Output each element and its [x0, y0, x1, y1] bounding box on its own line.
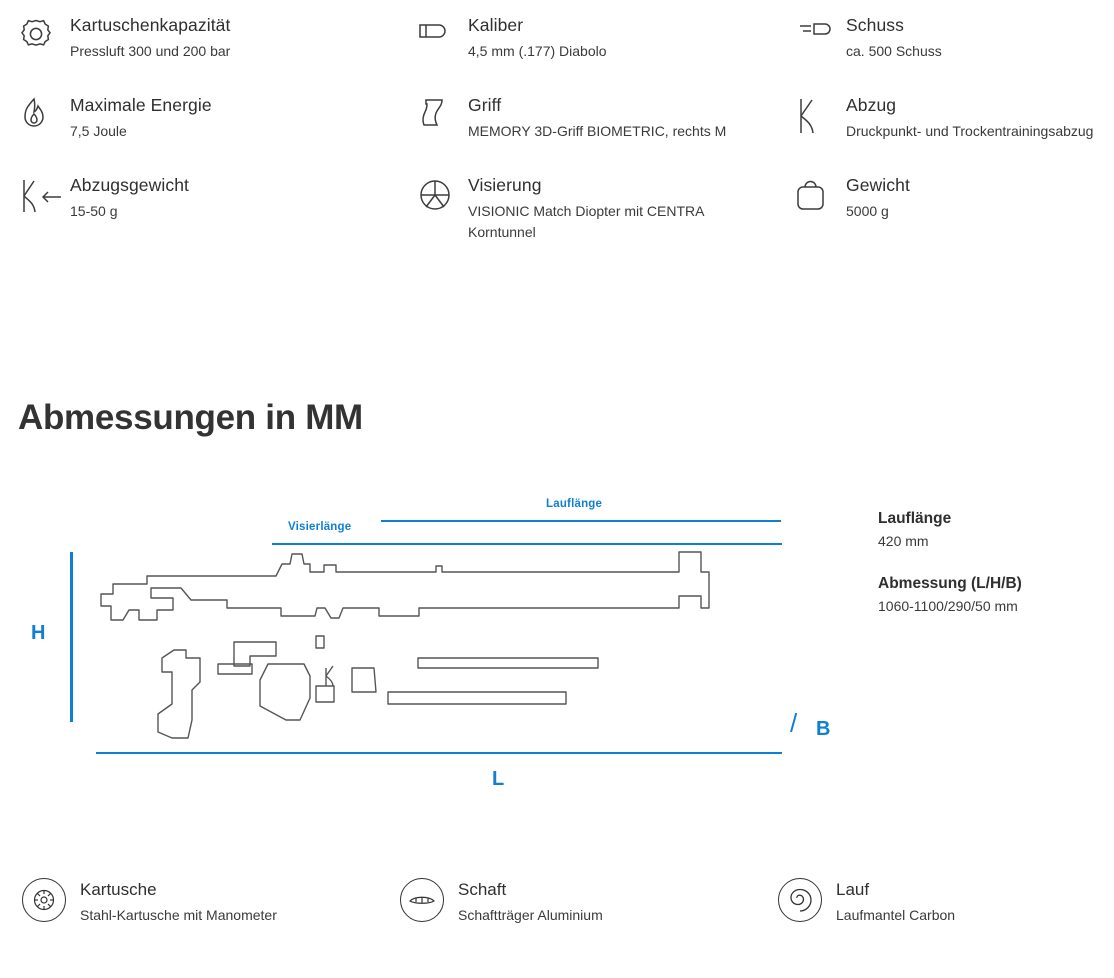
barrel-icon-circle — [778, 878, 822, 922]
grip-icon — [416, 94, 468, 142]
length-line — [96, 752, 782, 754]
dim-info-value: 420 mm — [878, 533, 929, 549]
spec-title: Kartuschenkapazität — [70, 15, 231, 35]
spec-value: Pressluft 300 und 200 bar — [70, 43, 231, 59]
weight-icon — [794, 174, 846, 222]
shot-icon — [794, 14, 846, 62]
spec-grid — [18, 14, 1096, 243]
spec-title: Visierung — [468, 175, 542, 195]
spec-text — [846, 94, 1093, 142]
spec-title: Abzug — [846, 95, 897, 115]
spec-item-kaliber — [416, 14, 794, 62]
spec-item-abzug — [794, 94, 1096, 142]
spec-item-gewicht — [794, 174, 1096, 243]
dimension-info — [878, 510, 1098, 640]
spec-item-kartuschenkapazitaet — [18, 14, 416, 62]
dimensions-heading: Abmessungen in MM — [18, 398, 363, 437]
stock-icon — [400, 878, 458, 922]
feature-text — [80, 878, 277, 925]
feature-value: Schaftträger Aluminium — [458, 907, 603, 923]
spec-item-schuss — [794, 14, 1096, 62]
spec-text — [468, 14, 607, 62]
spec-value: MEMORY 3D-Griff BIOMETRIC, rechts M — [468, 123, 727, 139]
flame-icon — [18, 94, 70, 142]
feature-item-kartusche — [22, 878, 400, 925]
spec-title: Schuss — [846, 15, 904, 35]
spec-text — [468, 174, 768, 243]
lauflaenge-line — [381, 520, 781, 522]
bullet-icon — [416, 14, 468, 62]
spec-text — [70, 14, 230, 62]
spec-text — [70, 94, 212, 142]
feature-item-schaft — [400, 878, 778, 925]
visierlaenge-label: Visierlänge — [288, 521, 352, 533]
height-line — [70, 552, 73, 722]
width-label: B — [816, 718, 832, 740]
height-label: H — [31, 622, 47, 644]
spec-value: 5000 g — [846, 203, 889, 219]
feature-text — [458, 878, 603, 925]
spec-text — [468, 94, 726, 142]
trigger-icon — [794, 94, 846, 142]
gear-icon — [18, 14, 70, 62]
trigger-weight-icon — [18, 174, 70, 222]
spec-item-maximale-energie — [18, 94, 416, 142]
spec-title: Griff — [468, 95, 502, 115]
spec-value: Druckpunkt- und Trockentrainingsabzug — [846, 123, 1094, 139]
spec-title: Abzugsgewicht — [70, 175, 190, 195]
sight-icon — [416, 174, 468, 222]
dim-info-value: 1060-1100/290/50 mm — [878, 598, 1018, 614]
spec-value: 4,5 mm (.177) Diabolo — [468, 43, 607, 59]
spec-value: ca. 500 Schuss — [846, 43, 942, 59]
spec-value: VISIONIC Match Diopter mit CENTRA Korntunnel — [468, 203, 704, 240]
lauflaenge-label: Lauflänge — [546, 498, 603, 510]
rifle-silhouette — [88, 546, 808, 746]
dimensions-diagram — [0, 480, 1114, 810]
features-grid — [22, 878, 1100, 925]
spec-title: Kaliber — [468, 15, 524, 35]
feature-text — [836, 878, 955, 925]
dim-info-title: Abmessung (L/H/B) — [878, 575, 1022, 592]
spec-item-abzugsgewicht — [18, 174, 416, 243]
barrel-icon — [778, 878, 836, 922]
length-label: L — [492, 768, 506, 790]
feature-title: Kartusche — [80, 880, 157, 899]
visierlaenge-line — [272, 543, 782, 545]
spec-value: 15-50 g — [70, 203, 118, 219]
spec-text — [846, 14, 942, 62]
cartridge-icon-circle — [22, 878, 66, 922]
spec-value: 7,5 Joule — [70, 123, 127, 139]
spec-title: Gewicht — [846, 175, 910, 195]
spec-text — [846, 174, 910, 222]
spec-item-griff — [416, 94, 794, 142]
width-slash: / — [790, 708, 798, 738]
spec-title: Maximale Energie — [70, 95, 212, 115]
feature-value: Laufmantel Carbon — [836, 907, 956, 923]
spec-item-visierung — [416, 174, 794, 243]
cartridge-icon — [22, 878, 80, 922]
feature-title: Lauf — [836, 880, 870, 899]
dim-info-title: Lauflänge — [878, 510, 952, 527]
spec-text — [70, 174, 189, 222]
feature-value: Stahl-Kartusche mit Manometer — [80, 907, 277, 923]
stock-icon-circle — [400, 878, 444, 922]
feature-title: Schaft — [458, 880, 507, 899]
feature-item-lauf — [778, 878, 1080, 925]
